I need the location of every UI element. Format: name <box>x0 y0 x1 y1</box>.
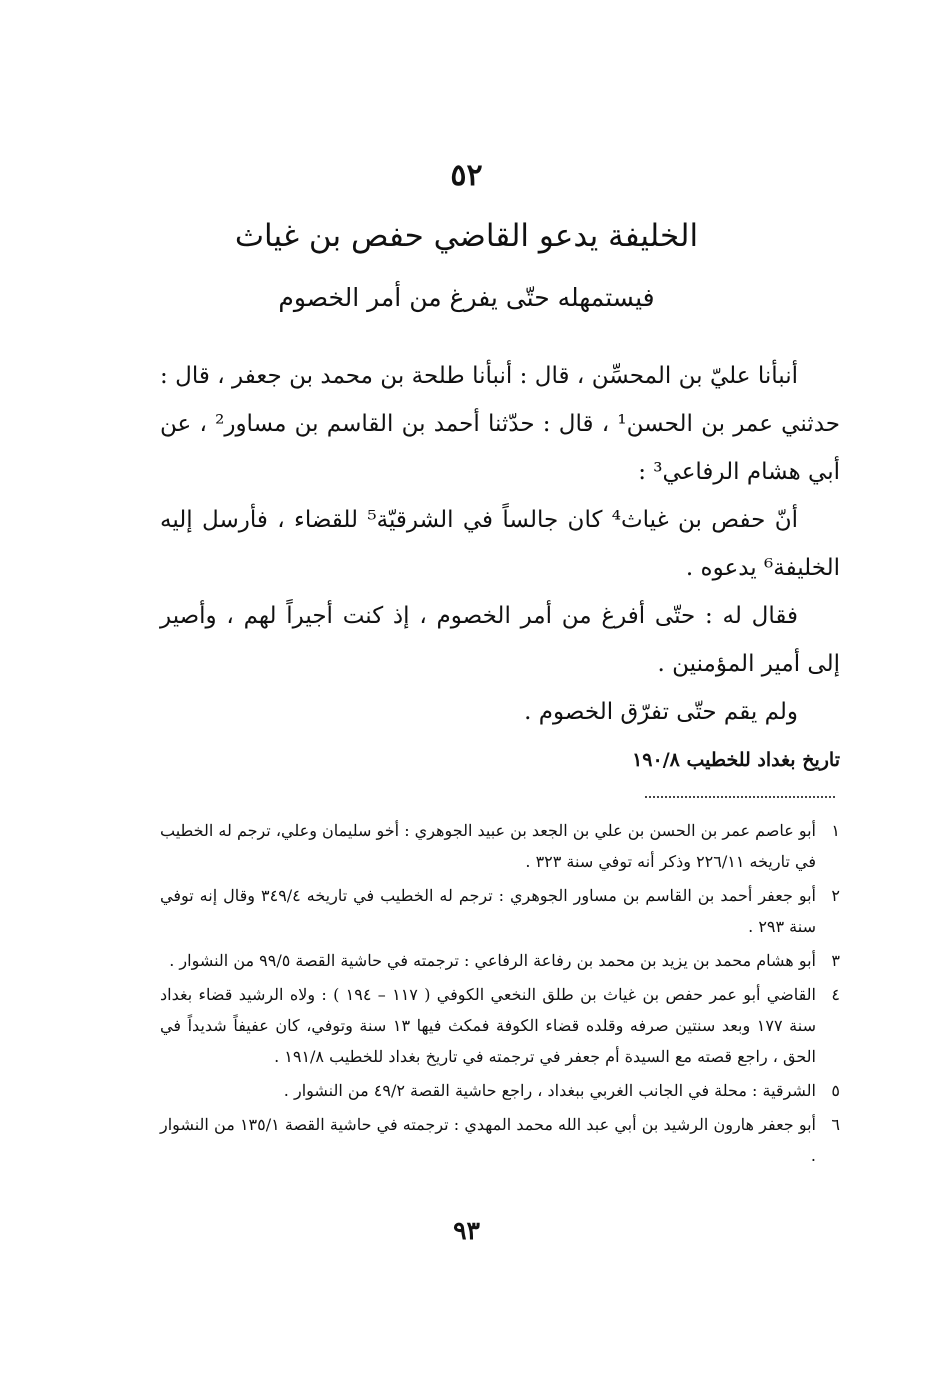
paragraph-isnad: أنبأنا عليّ بن المحسِّن ، قال : أنبأنا طلحة بن محمد بن جعفر ، قال : حدثني عمر بن الحسن¹ ، قال : حدّثنا أحمد بن القاسم بن مساور² ، عن أبي هشام الرفاعي³ : <box>160 363 840 485</box>
footnote-number: ١ <box>831 821 840 840</box>
footnote-number: ٥ <box>831 1081 840 1100</box>
footnote-number: ٢ <box>831 886 840 905</box>
story-subtitle: فيستمهله حتّى يفرغ من أمر الخصوم <box>278 283 655 312</box>
paragraph-narrative: أنّ حفص بن غياث⁴ كان جالساً في الشرقيّة⁵ للقضاء ، فأرسل إليه الخليفة⁶ يدعوه . <box>160 507 840 581</box>
story-body <box>160 352 840 736</box>
footnote-number: ٤ <box>831 985 840 1004</box>
story-number: ٥٢ <box>450 158 483 193</box>
footnote-text: أبو هشام محمد بن يزيد بن محمد بن رفاعة الرفاعي : ترجمته في حاشية القصة ٩٩/٥ من النشوار . <box>169 951 816 970</box>
footnote-item <box>160 880 840 942</box>
source-citation: تاريخ بغداد للخطيب ١٩٠/٨ <box>632 749 840 771</box>
footnote-number: ٣ <box>831 951 840 970</box>
footnote-item <box>160 815 840 877</box>
footnote-number: ٦ <box>831 1115 840 1134</box>
footnote-text: القاضي أبو عمر حفص بن غياث بن طلق النخعي الكوفي ( ١١٧ – ١٩٤ ) : ولاه الرشيد قضاء بغداد سنة ١٧٧ وبعد سنتين صرفه وقلده قضاء الكوفة فمكث فيها ١٣ سنة وتوفي، كان عفيفاً شديداً في الحق ، راجع قصته مع السيدة أم جعفر في ترجمته في تاريخ بغداد للخطيب ١٩١/٨ . <box>160 985 817 1066</box>
footnotes <box>160 815 840 1174</box>
footnote-divider <box>645 796 835 798</box>
footnote-item <box>160 1109 840 1171</box>
footnote-item <box>160 1075 840 1106</box>
footnote-text: الشرقية : محلة في الجانب الغربي ببغداد ، راجع حاشية القصة ٤٩/٢ من النشوار . <box>283 1081 816 1100</box>
footnote-item <box>160 979 840 1072</box>
footnote-text: أبو جعفر أحمد بن القاسم بن مساور الجوهري : ترجم له الخطيب في تاريخه ٣٤٩/٤ وقال إنه توفي سنة ٢٩٣ . <box>160 886 817 936</box>
paragraph-conclusion: ولم يقم حتّى تفرّق الخصوم . <box>524 699 798 725</box>
footnote-text: أبو جعفر هارون الرشيد بن أبي عبد الله محمد المهدي : ترجمته في حاشية القصة ١٣٥/١ من النشوار . <box>160 1115 816 1165</box>
story-title: الخليفة يدعو القاضي حفص بن غياث <box>234 218 699 254</box>
page-number: ٩٣ <box>453 1216 480 1245</box>
footnote-item <box>160 945 840 976</box>
paragraph-reply: فقال له : حتّى أفرغ من أمر الخصوم ، إذ كنت أجيراً لهم ، وأصير إلى أمير المؤمنين . <box>160 603 840 677</box>
footnote-text: أبو عاصم عمر بن الحسن بن علي بن الجعد بن عبيد الجوهري : أخو سليمان وعلي، ترجم له الخطيب في تاريخه ٢٢٦/١١ وذكر أنه توفي سنة ٣٢٣ . <box>160 821 816 871</box>
